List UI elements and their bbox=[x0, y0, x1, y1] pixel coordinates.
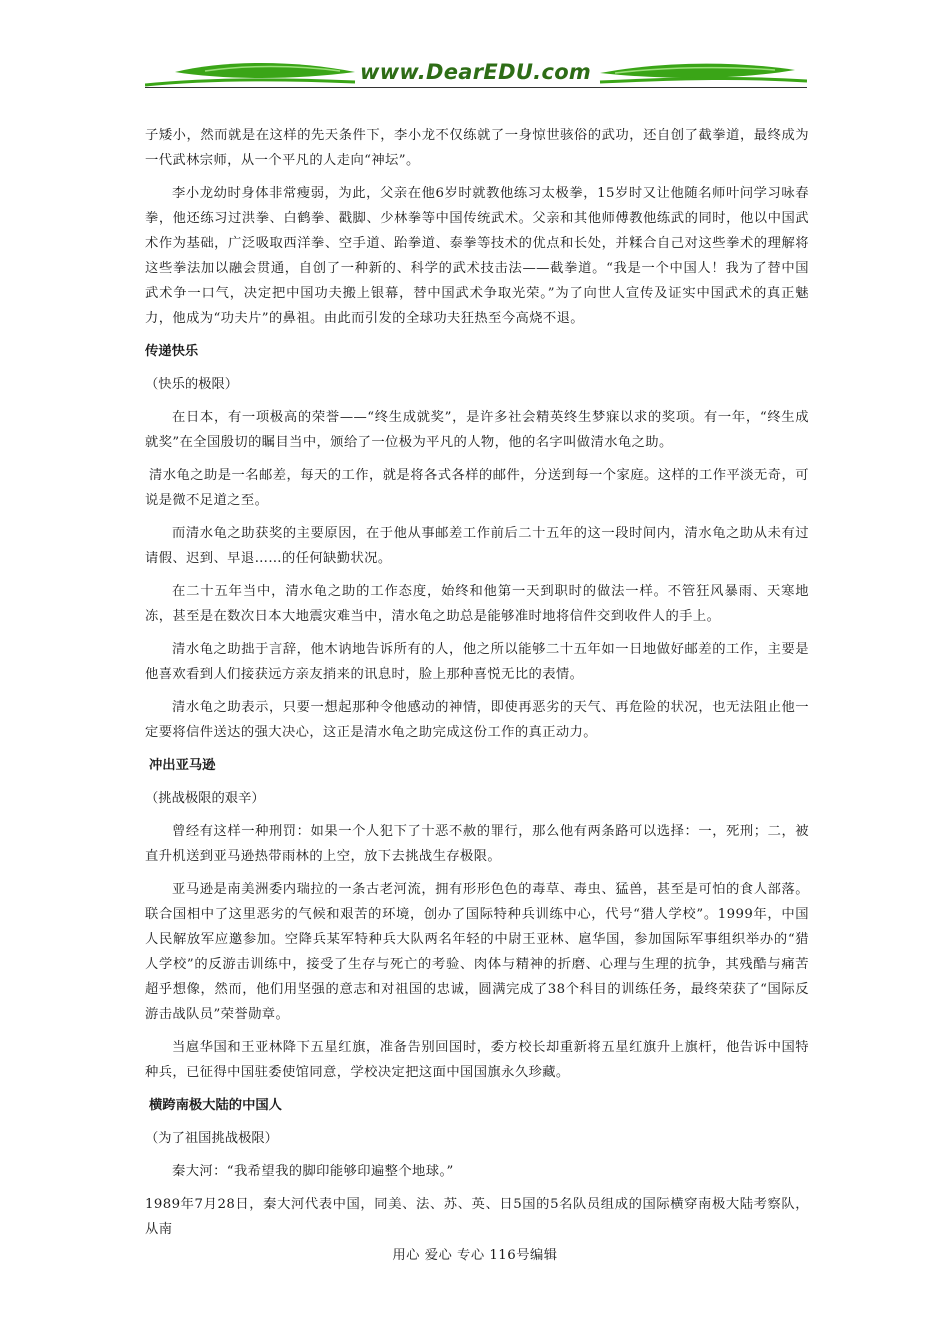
section-heading: 横跨南极大陆的中国人 bbox=[149, 1098, 282, 1113]
section-subtitle: （挑战极限的艰辛） bbox=[145, 791, 265, 806]
page-footer: 用心 爱心 专心 116号编辑 bbox=[392, 1248, 558, 1263]
article-body bbox=[145, 123, 809, 1242]
page-header bbox=[145, 58, 807, 90]
section-subtitle: （快乐的极限） bbox=[145, 377, 239, 392]
paragraph: 子矮小，然而就是在这样的先天条件下，李小龙不仅练就了一身惊世骇俗的武功，还自创了截拳道，最终成为一代武林宗师，从一个平凡的人走向“神坛”。 bbox=[145, 128, 809, 168]
site-logo[interactable]: www.DearEDU.com bbox=[360, 60, 592, 84]
paragraph: 亚马逊是南美洲委内瑞拉的一条古老河流，拥有形形色色的毒草、毒虫、猛兽，甚至是可怕的食人部落。联合国相中了这里恶劣的气候和艰苦的环境，创办了国际特种兵训练中心，代号“猎人学校”。1999年，中国人民解放军应邀参加。空降兵某军特种兵大队两名年轻的中尉王亚林、扈华国，参加国际军事组织举办的“猎人学校”的反游击训练中，接受了生存与死亡的考验、肉体与精神的折磨、心理与生理的抗争，其残酷与痛苦超乎想像，然而，他们用坚强的意志和对祖国的忠诚，圆满完成了38个科目的训练任务，最终荣获了“国际反游击战队员”荣誉勋章。 bbox=[145, 882, 809, 1022]
paragraph: 在二十五年当中，清水龟之助的工作态度，始终和他第一天到职时的做法一样。不管狂风暴雨、天寒地冻，甚至是在数次日本大地震灾难当中，清水龟之助总是能够准时地将信件交到收件人的手上。 bbox=[145, 584, 809, 624]
header-divider bbox=[145, 87, 807, 88]
paragraph: 在日本，有一项极高的荣誉——“终生成就奖”，是许多社会精英终生梦寐以求的奖项。有一年，“终生成就奖”在全国殷切的瞩目当中，颁给了一位极为平凡的人物，他的名字叫做清水龟之助。 bbox=[145, 410, 809, 450]
paragraph: 李小龙幼时身体非常瘦弱，为此，父亲在他6岁时就教他练习太极拳，15岁时又让他随名师叶问学习咏春拳，他还练习过洪拳、白鹤拳、戳脚、少林拳等中国传统武术。父亲和其他师傅教他练武的同时，他以中国武术作为基础，广泛吸取西洋拳、空手道、跆拳道、泰拳等技术的优点和长处，并糅合自己对这些拳术的理解将这些拳法加以融会贯通，自创了一种新的、科学的武术技击法——截拳道。“我是一个中国人！我为了替中国武术争一口气，决定把中国功夫搬上银幕，替中国武术争取光荣。”为了向世人宣传及证实中国武术的真正魅力，他成为“功夫片”的鼻祖。由此而引发的全球功夫狂热至今高烧不退。 bbox=[145, 186, 809, 326]
quote-paragraph: 秦大河：“我希望我的脚印能够印遍整个地球。” bbox=[172, 1164, 454, 1179]
paragraph: 而清水龟之助获奖的主要原因，在于他从事邮差工作前后二十五年的这一段时间内，清水龟之助从未有过请假、迟到、早退……的任何缺勤状况。 bbox=[145, 526, 809, 566]
section-heading: 冲出亚马逊 bbox=[149, 758, 216, 773]
paragraph: 清水龟之助拙于言辞，他木讷地告诉所有的人，他之所以能够二十五年如一日地做好邮差的工作，主要是他喜欢看到人们接获远方亲友捎来的讯息时，脸上那种喜悦无比的表情。 bbox=[145, 642, 809, 682]
section-heading: 传递快乐 bbox=[145, 344, 199, 359]
paragraph: 清水龟之助是一名邮差，每天的工作，就是将各式各样的邮件，分送到每一个家庭。这样的工作平淡无奇，可说是微不足道之至。 bbox=[145, 468, 809, 508]
paragraph: 清水龟之助表示，只要一想起那种令他感动的神情，即使再恶劣的天气、再危险的状况，也无法阻止他一定要将信件送达的强大决心，这正是清水龟之助完成这份工作的真正动力。 bbox=[145, 700, 809, 740]
section-subtitle: （为了祖国挑战极限） bbox=[145, 1131, 278, 1146]
paragraph: 曾经有这样一种刑罚：如果一个人犯下了十恶不赦的罪行，那么他有两条路可以选择：一，死刑；二，被直升机送到亚马逊热带雨林的上空，放下去挑战生存极限。 bbox=[145, 824, 809, 864]
paragraph: 1989年7月28日，秦大河代表中国，同美、法、苏、英、日5国的5名队员组成的国际横穿南极大陆考察队，从南 bbox=[145, 1197, 809, 1237]
paragraph: 当扈华国和王亚林降下五星红旗，准备告别回国时，委方校长却重新将五星红旗升上旗杆，他告诉中国特种兵，已征得中国驻委使馆同意，学校决定把这面中国国旗永久珍藏。 bbox=[145, 1040, 809, 1080]
